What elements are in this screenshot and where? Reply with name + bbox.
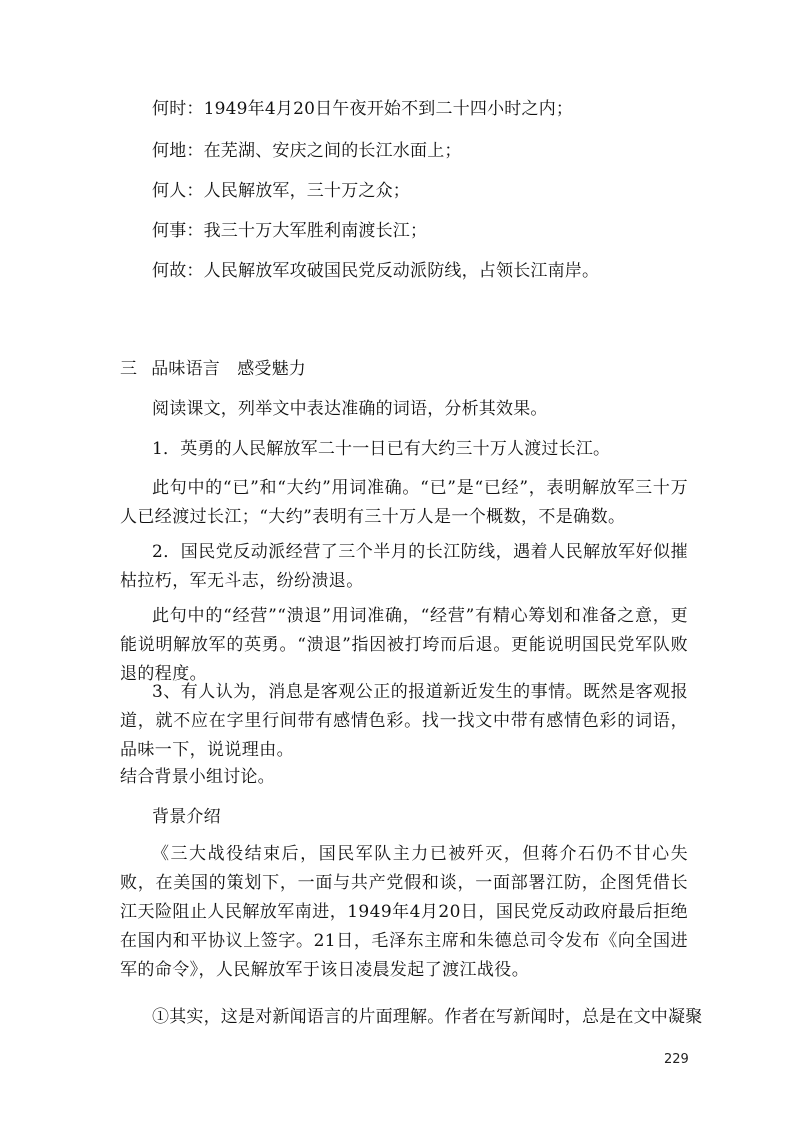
item-2-analysis: 此句中的“经营”“溃退”用词准确，“经营”有精心筹划和准备之意，更能说明解放军的英勇。“溃退”指因被打垮而后退。更能说明国民党军队败退的程度。 [120,606,688,684]
who-line: 何人：人民解放军，三十万之众； [152,181,410,201]
section-title: 品味语言 感受魅力 [151,359,307,379]
item-1-analysis: 此句中的“已”和“大约”用词准确。“已”是“已经”，表明解放军三十万人已经渡过长江；“大约”表明有三十万人是一个概数，不是确数。 [120,478,688,527]
section-intro: 阅读课文，列举文中表达准确的词语，分析其效果。 [152,399,548,419]
section-number: 三 [120,359,138,379]
discussion-line: 结合背景小组讨论。 [120,767,275,787]
background-title: 背景介绍 [152,807,221,827]
what-line: 何事：我三十万大军胜利南渡长江； [152,221,428,241]
page-number: 229 [664,1052,689,1067]
background-text: 《三大战役结束后，国民军队主力已被歼灭，但蒋介石仍不甘心失败，在美国的策划下，一面与共产党假和谈，一面部署江防，企图凭借长江天险阻止人民解放军南进，1949年4月20日，国民党反动政府最后拒绝在国内和平协议上签字。21日，毛泽东主席和朱德总司令发布《向全国进军的命令》，人民解放军于该日凌晨发起了渡江战役。 [120,844,688,980]
when-line: 何时：1949年4月20日午夜开始不到二十四小时之内； [152,99,574,119]
closing-line: ①其实，这是对新闻语言的片面理解。作者在写新闻时，总是在文中凝聚 [152,1007,703,1027]
why-line: 何故：人民解放军攻破国民党反动派防线，占领长江南岸。 [152,261,600,281]
where-line: 何地：在芜湖、安庆之间的长江水面上； [152,141,462,161]
item-1: 1．英勇的人民解放军二十一日已有大约三十万人渡过长江。 [152,439,611,459]
section-heading [120,358,306,380]
item-3: 3、有人认为，消息是客观公正的报道新近发生的事情。既然是客观报道，就不应在字里行间带有感情色彩。找一找文中带有感情色彩的词语，品味一下，说说理由。 [120,682,688,760]
item-2: 2．国民党反动派经营了三个半月的长江防线，遇着人民解放军好似摧枯拉朽，军无斗志，纷纷溃退。 [120,542,688,591]
